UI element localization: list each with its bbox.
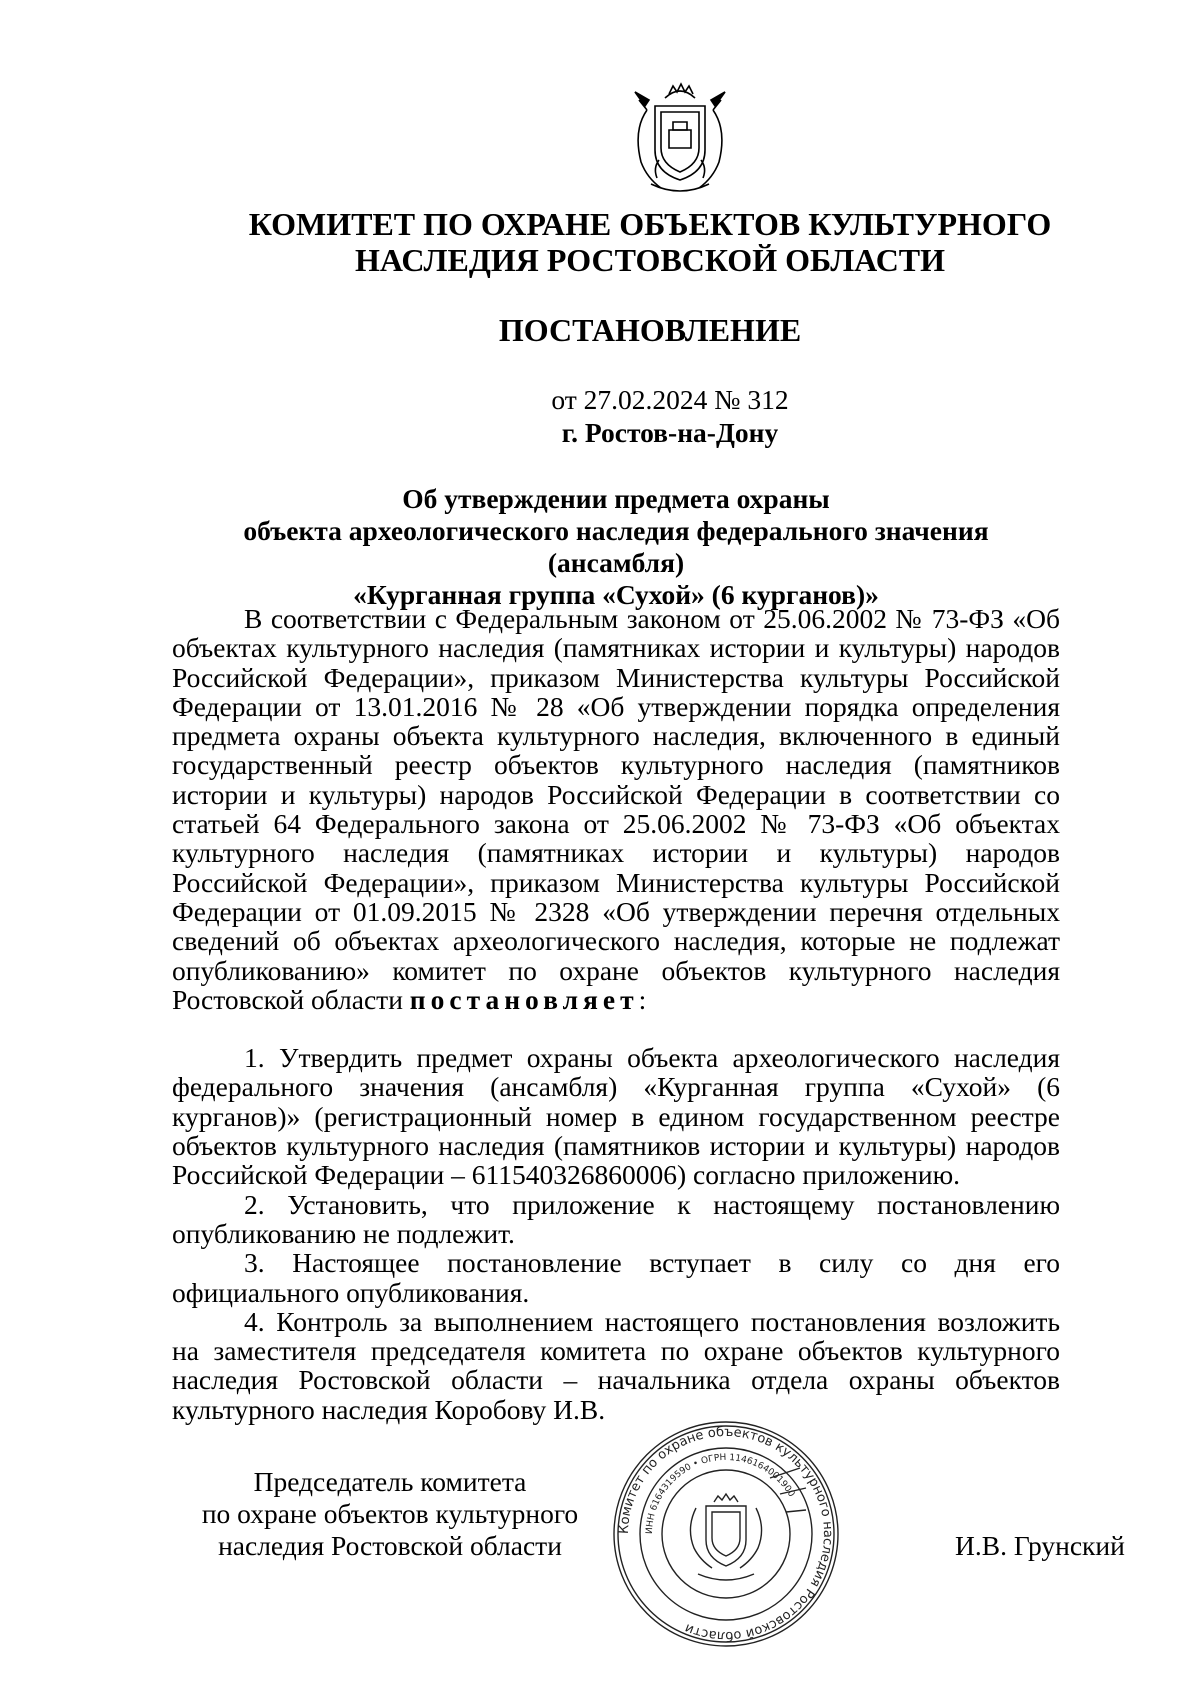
- official-seal-icon: [610, 1418, 842, 1650]
- organization-name: [220, 206, 1080, 278]
- decree-word: постановляет: [409, 983, 639, 1015]
- subject-line: объекта археологического наследия федерального значения (ансамбля): [243, 515, 989, 578]
- subject-line: Об утверждении предмета охраны: [402, 483, 830, 514]
- subject-line: «Курганная группа «Сухой» (6 курганов)»: [353, 579, 879, 610]
- list-item: 3. Настоящее постановление вступает в силу со дня его официального опубликования.: [172, 1247, 1060, 1308]
- list-item: 2. Установить, что приложение к настоящему постановлению опубликованию не подлежит.: [172, 1188, 1060, 1249]
- list-item: 4. Контроль за выполнением настоящего постановления возложить на заместителя председателя комитета по охране объектов культурного наследия Ростовской области – начальника отдела охраны объектов культурного наследия Коробову И.В.: [172, 1305, 1060, 1425]
- organization-name-line: КОМИТЕТ ПО ОХРАНЕ ОБЪЕКТОВ КУЛЬТУРНОГО: [248, 206, 1052, 242]
- signatory-position-line: по охране объектов культурного: [201, 1498, 579, 1529]
- document-type: ПОСТАНОВЛЕНИЕ: [498, 312, 802, 348]
- seal-outer-text: Комитет по охране объектов культурного наследия Ростовской области: [616, 1424, 836, 1644]
- signatory-position: [180, 1466, 600, 1562]
- document-body: [172, 604, 1060, 1424]
- preamble-text: В соответствии с Федеральным законом от 25.06.2002 № 73-ФЗ «Об объектах культурного наследия (памятниках истории и культуры) народов Российской Федерации», приказом Министерства культуры Российской Федерации от 13.01.2016 № 28 «Об утверждении порядка определения предмета охраны объекта культурного наследия, включенного в единый государственный реестр объектов культурного наследия (памятников истории и культуры) народов Российской Федерации в соответствии со статьей 64 Федерального закона от 25.06.2002 № 73-ФЗ «Об объектах культурного наследия (памятниках истории и культуры) народов Российской Федерации», приказом Министерства культуры Российской Федерации от 01.09.2015 № 2328 «Об утверждении перечня отдельных сведений об объектах археологического наследия, которые не подлежат опубликованию» комитет по охране объектов культурного наследия Ростовской области: [172, 603, 1060, 1015]
- organization-name-line: НАСЛЕДИЯ РОСТОВСКОЙ ОБЛАСТИ: [354, 242, 946, 278]
- document-city: г. Ростов-на-Дону: [561, 417, 779, 448]
- signatory-name: И.В. Грунский: [955, 1530, 1125, 1561]
- preamble-paragraph: [172, 604, 1060, 1014]
- signatory-position-line: Председатель комитета: [253, 1466, 527, 1497]
- document-subject: [172, 483, 1060, 611]
- document-date-number: от 27.02.2024 № 312: [551, 384, 789, 415]
- preamble-end: :: [638, 983, 647, 1015]
- coat-of-arms-icon: [625, 80, 735, 200]
- seal-inner-text: ИНН 6164319590 • ОГРН 1146164001900: [644, 1452, 797, 1535]
- list-item: 1. Утвердить предмет охраны объекта археологического наследия федерального значения (ансамбля) «Курганная группа «Сухой» (6 курганов)» (регистрационный номер в едином государственном реестре объектов культурного наследия (памятников истории и культуры) народов Российской Федерации – 611540326860006) согласно приложению.: [172, 1042, 1060, 1191]
- signatory-position-line: наследия Ростовской области: [218, 1530, 562, 1561]
